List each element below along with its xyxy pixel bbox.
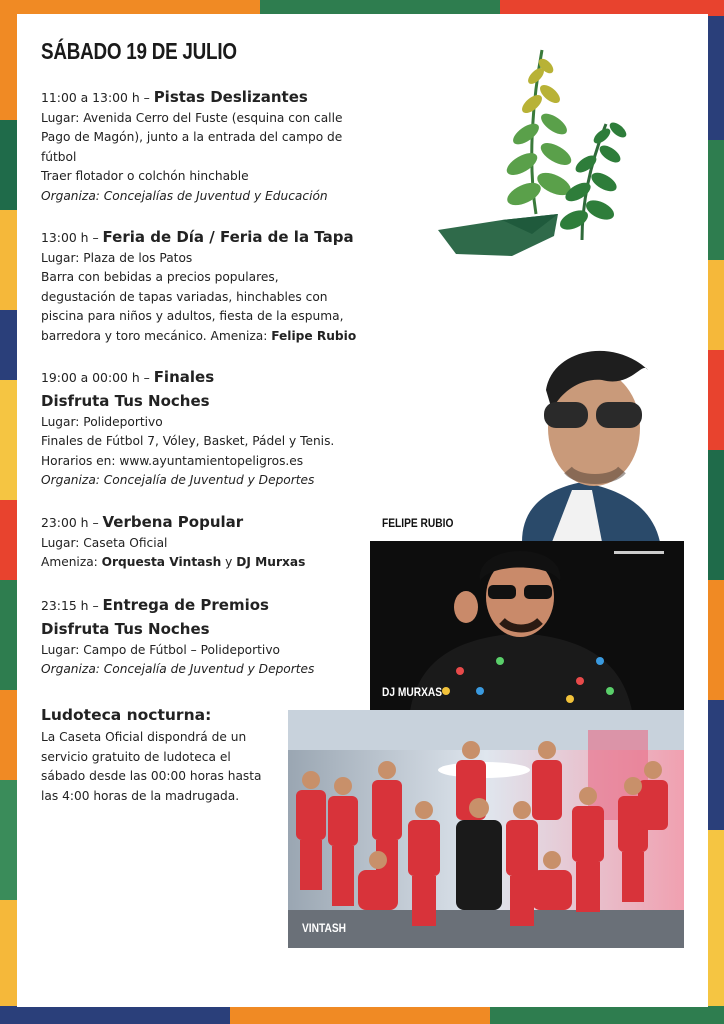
event-heading xyxy=(41,88,361,109)
ludoteca-title: Ludoteca nocturna: xyxy=(41,706,212,724)
event-subtitle: Disfruta Tus Noches xyxy=(41,619,210,638)
ludoteca-line: servicio gratuito de ludoteca el xyxy=(41,749,231,764)
event-name: Verbena Popular xyxy=(102,513,244,531)
event-line: Finales de Fútbol 7, Vóley, Basket, Pádel y Tenis. xyxy=(41,434,335,449)
event-heading xyxy=(41,228,361,249)
ludoteca-line: La Caseta Oficial dispondrá de un xyxy=(41,730,247,744)
event-line: Traer flotador o colchón hinchable xyxy=(41,169,249,184)
event-line: Lugar: Plaza de los Patos xyxy=(41,250,193,265)
event-line: Barra con bebidas a precios populares, xyxy=(41,270,279,285)
event-line-text: y xyxy=(221,555,237,570)
event-name: Pistas Deslizantes xyxy=(153,88,308,106)
event-line: Horarios en: www.ayuntamientopeligros.es xyxy=(41,453,304,468)
event-entrega-de-premios xyxy=(41,596,361,680)
event-time: 13:00 h – xyxy=(41,230,99,245)
event-pistas-deslizantes xyxy=(41,88,361,207)
event-time: 19:00 a 00:00 h – xyxy=(41,370,150,385)
ludoteca-line: las 4:00 horas de la madrugada. xyxy=(41,788,240,803)
event-line-text: barredora y toro mecánico. Ameniza: xyxy=(41,328,272,343)
vintash-caption: VINTASH xyxy=(302,921,347,935)
event-line-text: Ameniza: xyxy=(41,555,102,570)
event-line: piscina para niños y adultos, fiesta de la espuma, xyxy=(41,309,344,324)
event-heading xyxy=(41,596,361,617)
event-line: Pago de Magón), junto a la entrada del campo de xyxy=(41,130,343,145)
event-line xyxy=(41,327,361,347)
event-line: degustación de tapas variadas, hinchables con xyxy=(41,289,328,304)
event-line: Lugar: Avenida Cerro del Fuste (esquina con calle xyxy=(41,110,343,125)
event-name: Finales xyxy=(153,368,215,386)
leaf-illustration xyxy=(432,44,647,266)
performer-name: DJ Murxas xyxy=(236,555,306,570)
event-subtitle: Disfruta Tus Noches xyxy=(41,391,210,410)
felipe-rubio-caption: FELIPE RUBIO xyxy=(382,516,454,530)
event-name: Entrega de Premios xyxy=(102,596,269,614)
event-line xyxy=(41,553,361,573)
dj-murxas-caption: DJ MURXAS xyxy=(382,685,443,699)
event-time: 23:00 h – xyxy=(41,515,99,530)
event-name: Feria de Día / Feria de la Tapa xyxy=(102,228,354,246)
performer-name: Orquesta Vintash xyxy=(101,555,222,570)
event-line: fútbol xyxy=(41,149,77,164)
performer-name: Felipe Rubio xyxy=(271,328,357,343)
event-time: 23:15 h – xyxy=(41,598,99,613)
event-line: Lugar: Polideportivo xyxy=(41,414,163,429)
event-verbena-popular xyxy=(41,513,361,573)
event-organiza: Organiza: Concejalía de Juventud y Deportes xyxy=(41,662,315,677)
event-line: Lugar: Campo de Fútbol – Polideportivo xyxy=(41,642,280,657)
event-time: 11:00 a 13:00 h – xyxy=(41,90,150,105)
event-feria-de-dia xyxy=(41,228,361,347)
day-title: SÁBADO 19 DE JULIO xyxy=(41,38,237,64)
ludoteca-line: sábado desde las 00:00 horas hasta xyxy=(41,769,262,784)
event-heading xyxy=(41,368,361,389)
event-finales xyxy=(41,368,361,491)
event-line: Lugar: Caseta Oficial xyxy=(41,535,168,550)
ludoteca-section xyxy=(41,704,281,806)
felipe-rubio-photo xyxy=(482,330,684,542)
vintash-photo xyxy=(288,710,684,948)
event-organiza: Organiza: Concejalía de Juventud y Deportes xyxy=(41,473,315,488)
event-organiza: Organiza: Concejalías de Juventud y Educación xyxy=(41,188,328,203)
event-heading xyxy=(41,513,361,534)
